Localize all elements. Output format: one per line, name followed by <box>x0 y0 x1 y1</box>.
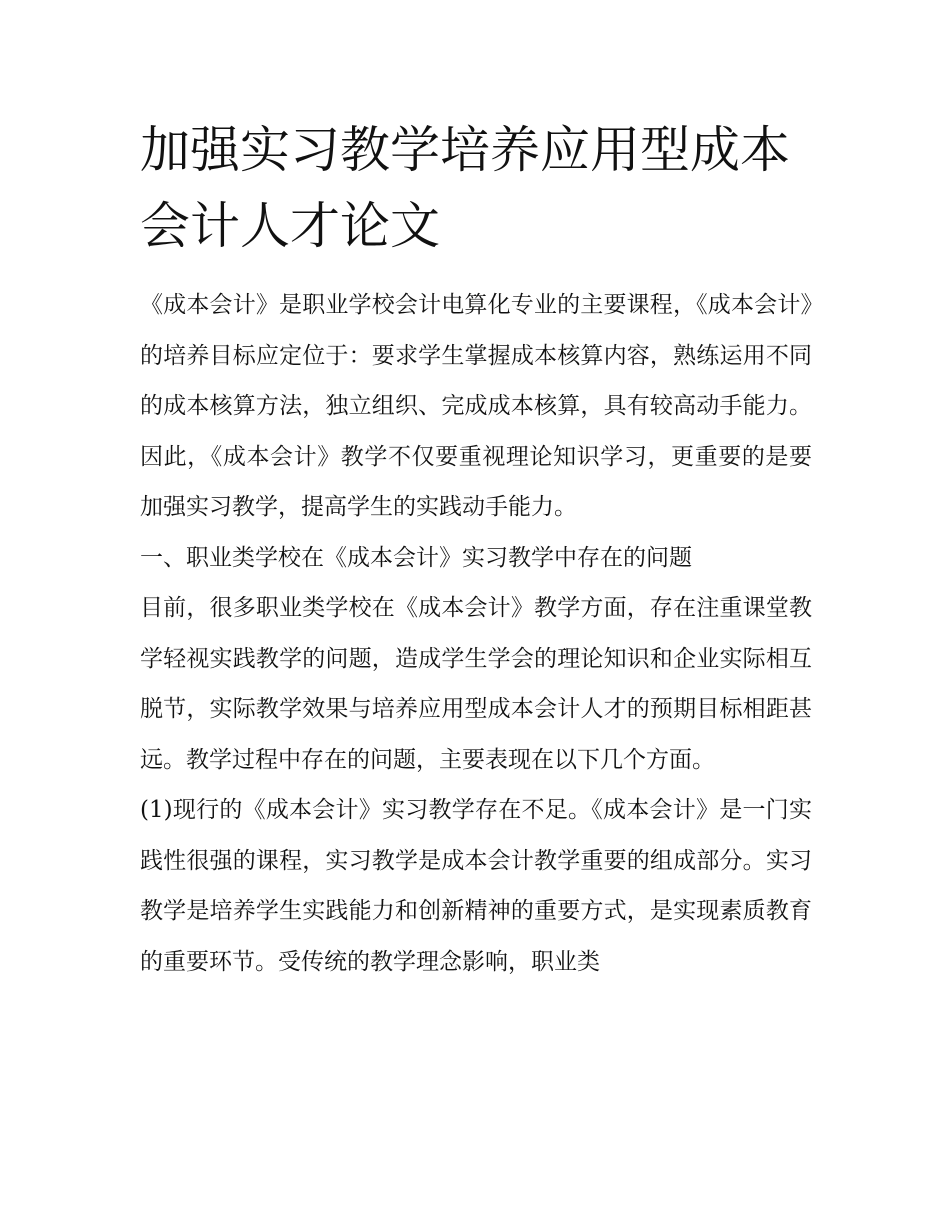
document-page <box>140 112 812 987</box>
paragraph-intro: 《成本会计》是职业学校会计电算化专业的主要课程，《成本会计》的培养目标应定位于：要求学生掌握成本核算内容，熟练运用不同的成本核算方法，独立组织、完成成本核算，具有较高动手能力。因此，《成本会计》教学不仅要重视理论知识学习，更重要的是要加强实习教学，提高学生的实践动手能力。 <box>140 292 812 520</box>
document-title: 加强实习教学培养应用型成本会计人才论文 <box>140 121 790 255</box>
section-heading-1: 一、职业类学校在《成本会计》实习教学中存在的问题 <box>140 544 692 571</box>
paragraph-point-1: (1)现行的《成本会计》实习教学存在不足。《成本会计》是一门实践性很强的课程，实习教学是成本会计教学重要的组成部分。实习教学是培养学生实践能力和创新精神的重要方式，是实现素质教育的重要环节。受传统的教学理念影响，职业类 <box>140 797 812 975</box>
paragraph-current-issues: 目前，很多职业类学校在《成本会计》教学方面，存在注重课堂教学轻视实践教学的问题，造成学生学会的理论知识和企业实际相互脱节，实际教学效果与培养应用型成本会计人才的预期目标相距甚远。教学过程中存在的问题，主要表现在以下几个方面。 <box>140 595 812 773</box>
